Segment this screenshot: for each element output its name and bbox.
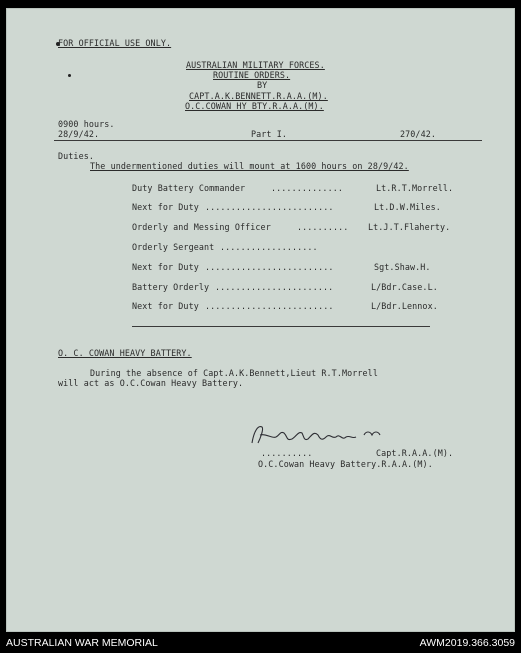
duty-role: Orderly and Messing Officer [132, 222, 271, 232]
duty-leader: ......................... [205, 301, 334, 311]
duty-role: Next for Duty [132, 202, 199, 212]
section-body: During the absence of Capt.A.K.Bennett,Lieut R.T.Morrell [90, 368, 378, 378]
order-number: 270/42. [400, 129, 436, 139]
pin-mark [68, 74, 71, 77]
duty-leader: ......................... [205, 262, 334, 272]
order-date: 28/9/42. [58, 129, 100, 139]
order-time: 0900 hours. [58, 119, 115, 129]
duty-leader: .......... [297, 222, 349, 232]
heading-line: AUSTRALIAN MILITARY FORCES. [186, 60, 325, 70]
signature-rank: Capt.R.A.A.(M). [376, 448, 454, 458]
duty-role: Duty Battery Commander [132, 183, 246, 193]
section-body: will act as O.C.Cowan Heavy Battery. [58, 378, 244, 388]
duty-leader: .............. [271, 183, 343, 193]
heading-line: CAPT.A.K.BENNETT.R.A.A.(M). [189, 91, 328, 101]
duty-role: Battery Orderly [132, 282, 210, 292]
section-title: O. C. COWAN HEAVY BATTERY. [58, 348, 192, 358]
heading-line: BY [257, 80, 268, 90]
heading-line: ROUTINE ORDERS. [213, 70, 291, 80]
header-rule [54, 140, 482, 141]
duty-name: Lt.J.T.Flaherty. [368, 222, 451, 232]
signature [246, 421, 396, 449]
duty-leader: ....................... [215, 282, 334, 292]
duty-name: L/Bdr.Case.L. [371, 282, 438, 292]
security-label: FOR OFFICIAL USE ONLY. [58, 38, 172, 48]
signature-leader: .......... [261, 448, 313, 458]
duties-rule [132, 326, 430, 327]
duty-name: Lt.D.W.Miles. [374, 202, 441, 212]
order-part: Part I. [251, 129, 287, 139]
duty-role: Orderly Sergeant [132, 242, 215, 252]
footer-source: AUSTRALIAN WAR MEMORIAL [6, 637, 158, 649]
duty-role: Next for Duty [132, 301, 199, 311]
duty-name: L/Bdr.Lennox. [371, 301, 438, 311]
duty-leader: ......................... [205, 202, 334, 212]
duty-role: Next for Duty [132, 262, 199, 272]
duties-title: Duties. [58, 151, 94, 161]
heading-line: O.C.COWAN HY BTY.R.A.A.(M). [185, 101, 324, 111]
document-page [6, 8, 515, 632]
duty-leader: ................... [220, 242, 318, 252]
duty-name: Sgt.Shaw.H. [374, 262, 431, 272]
signature-title: O.C.Cowan Heavy Battery.R.A.A.(M). [258, 459, 433, 469]
footer-accession: AWM2019.366.3059 [419, 637, 515, 649]
duties-intro: The undermentioned duties will mount at 1600 hours on 28/9/42. [90, 161, 409, 171]
duty-name: Lt.R.T.Morrell. [376, 183, 454, 193]
